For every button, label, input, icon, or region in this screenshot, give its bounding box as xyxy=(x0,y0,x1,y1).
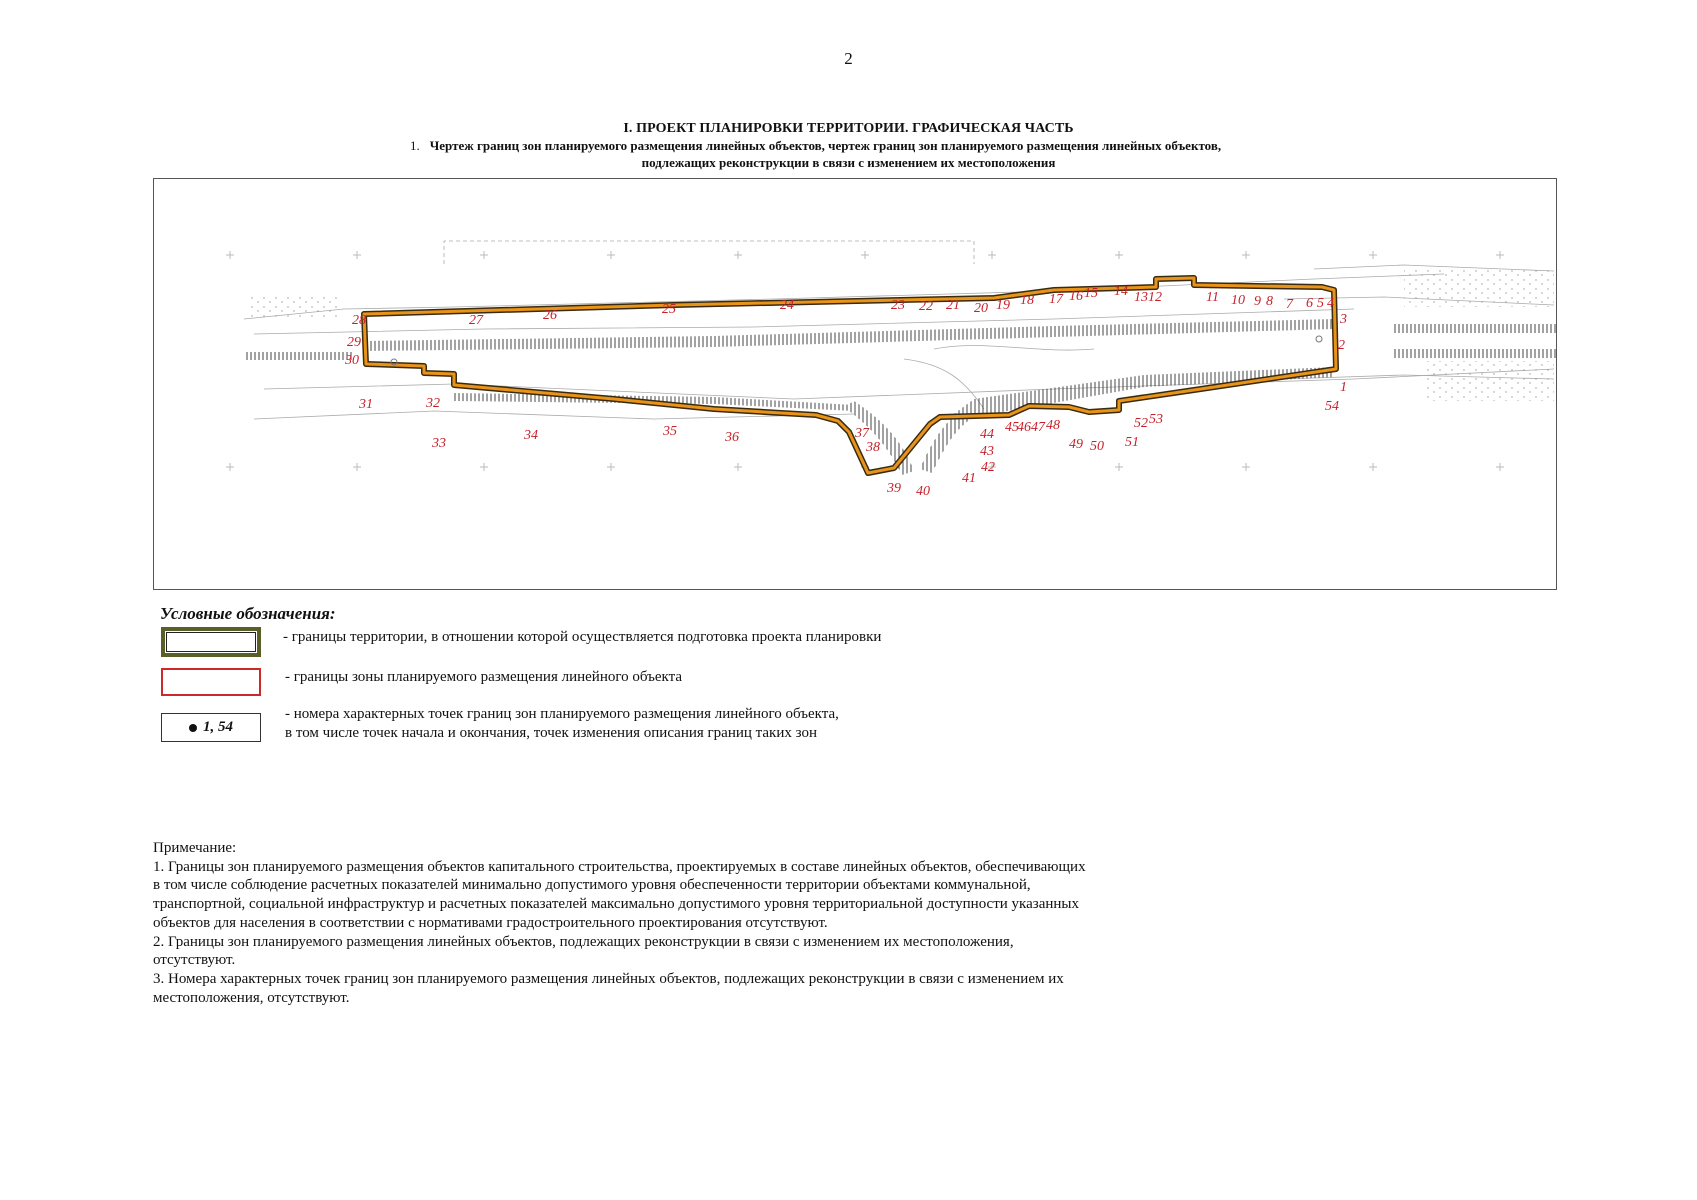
legend-swatch-zone xyxy=(161,668,261,696)
embankment-left-outer xyxy=(244,352,352,360)
legend-text-points-2: в том числе точек начала и окончания, точек изменения описания границ таких зон xyxy=(285,725,817,741)
grid-cross xyxy=(480,463,488,471)
point-label-23: 23 xyxy=(891,298,905,313)
page-title: I. ПРОЕКТ ПЛАНИРОВКИ ТЕРРИТОРИИ. ГРАФИЧЕСКАЯ ЧАСТЬ xyxy=(623,121,1074,136)
point-label-45: 45 xyxy=(1005,420,1019,435)
point-label-48: 48 xyxy=(1046,418,1060,433)
point-label-26: 26 xyxy=(543,308,557,323)
map-svg xyxy=(154,179,1558,591)
point-label-46: 46 xyxy=(1017,420,1031,435)
point-label-2: 2 xyxy=(1338,338,1345,353)
point-label-9: 9 xyxy=(1254,294,1261,309)
point-label-4: 4 xyxy=(1327,296,1334,311)
point-label-37: 37 xyxy=(855,426,869,441)
grid-cross xyxy=(1115,463,1123,471)
note-1: 1. Границы зон планируемого размещения объектов капитального строительства, проектируемых в составе линейных объектов, обеспечивающих в том числе соблюдение расчетных показателей минимально допустимого уровня обеспеченности территории объектами коммунальной, транспортной, социальной инфраструктур и расчетных показателей максимально допустимого уровня территориальной доступности указанных объектов для населения в соответствии с нормативами градостроительного проектирования отсутствуют. xyxy=(153,858,1086,931)
grid-cross xyxy=(1496,463,1504,471)
embankment-right-bottom xyxy=(1394,349,1558,358)
point-label-20: 20 xyxy=(974,301,988,316)
grid-cross xyxy=(1496,251,1504,259)
legend-swatch-territory xyxy=(161,627,261,657)
point-label-6: 6 xyxy=(1306,296,1313,311)
point-label-14: 14 xyxy=(1114,284,1128,299)
dotted-area-left xyxy=(249,294,339,319)
point-label-32: 32 xyxy=(426,396,440,411)
grid-cross xyxy=(1369,251,1377,259)
grid-cross xyxy=(1369,463,1377,471)
legend-text-zone: - границы зоны планируемого размещения линейного объекта xyxy=(285,669,683,685)
grid-cross xyxy=(861,251,869,259)
grid-cross xyxy=(607,463,615,471)
map-drawing xyxy=(153,178,1557,590)
point-label-44: 44 xyxy=(980,427,994,442)
point-label-15: 15 xyxy=(1084,286,1098,301)
grid-cross xyxy=(1242,463,1250,471)
point-label-54: 54 xyxy=(1325,399,1339,414)
point-label-7: 7 xyxy=(1286,297,1293,312)
legend-swatch-points xyxy=(161,713,261,742)
topo-background xyxy=(244,241,1554,419)
point-label-21: 21 xyxy=(946,298,960,313)
legend-title: Условные обозначения: xyxy=(160,604,336,623)
point-label-13: 13 xyxy=(1134,290,1148,305)
point-label-25: 25 xyxy=(662,302,676,317)
point-label-50: 50 xyxy=(1090,439,1104,454)
point-label-5: 5 xyxy=(1317,296,1324,311)
survey-marker-east xyxy=(1316,336,1322,342)
grid-cross xyxy=(734,251,742,259)
point-label-17: 17 xyxy=(1049,292,1063,307)
point-label-35: 35 xyxy=(663,424,677,439)
point-label-24: 24 xyxy=(780,298,794,313)
dotted-area-right-bottom xyxy=(1424,361,1554,401)
point-label-53: 53 xyxy=(1149,412,1163,427)
dotted-area-right-top xyxy=(1404,267,1554,307)
page-number: 2 xyxy=(844,49,853,68)
point-label-12: 12 xyxy=(1148,290,1162,305)
grid-cross xyxy=(1115,251,1123,259)
subtitle-line-1 xyxy=(410,138,1221,154)
point-label-22: 22 xyxy=(919,299,933,314)
note-2: 2. Границы зон планируемого размещения линейных объектов, подлежащих реконструкции в связи с изменением их местоположения, отсутствуют. xyxy=(153,933,1014,969)
point-label-30: 30 xyxy=(345,353,359,368)
point-label-47: 47 xyxy=(1031,420,1045,435)
legend-point-symbol: 1, 54 xyxy=(203,719,233,735)
grid-cross xyxy=(607,251,615,259)
point-label-16: 16 xyxy=(1069,289,1083,304)
point-label-43: 43 xyxy=(980,444,994,459)
point-label-40: 40 xyxy=(916,484,930,499)
point-label-1: 1 xyxy=(1340,380,1347,395)
point-label-10: 10 xyxy=(1231,293,1245,308)
point-label-31: 31 xyxy=(359,397,373,412)
point-label-52: 52 xyxy=(1134,416,1148,431)
grid-cross xyxy=(353,251,361,259)
point-label-49: 49 xyxy=(1069,437,1083,452)
point-label-41: 41 xyxy=(962,471,976,486)
point-label-34: 34 xyxy=(524,428,538,443)
point-label-19: 19 xyxy=(996,298,1010,313)
legend-text-points-1: - номера характерных точек границ зон планируемого размещения линейного объекта, xyxy=(285,706,839,722)
notes xyxy=(153,839,1093,1007)
point-label-28: 28 xyxy=(352,313,366,328)
point-label-36: 36 xyxy=(725,430,739,445)
point-label-11: 11 xyxy=(1206,290,1219,305)
point-dot-icon xyxy=(189,724,197,732)
embankment-south-east xyxy=(954,367,1334,417)
point-label-33: 33 xyxy=(432,436,446,451)
grid-cross xyxy=(353,463,361,471)
point-label-39: 39 xyxy=(887,481,901,496)
legend-text-territory: - границы территории, в отношении которой осуществляется подготовка проекта планировки xyxy=(283,629,882,645)
point-label-18: 18 xyxy=(1020,293,1034,308)
embankment-main xyxy=(364,319,1334,351)
subtitle-line-2: подлежащих реконструкции в связи с изменением их местоположения xyxy=(641,155,1056,170)
point-label-38: 38 xyxy=(866,440,880,455)
point-label-8: 8 xyxy=(1266,294,1273,309)
subtitle-text-1: Чертеж границ зон планируемого размещения линейных объектов, чертеж границ зон планируемого размещения линейных объектов, xyxy=(429,138,1222,153)
grid-cross xyxy=(988,251,996,259)
point-label-3: 3 xyxy=(1340,312,1347,327)
point-label-27: 27 xyxy=(469,313,483,328)
point-label-29: 29 xyxy=(347,335,361,350)
point-label-51: 51 xyxy=(1125,435,1139,450)
point-label-42: 42 xyxy=(981,460,995,475)
grid-cross xyxy=(734,463,742,471)
subtitle-number: 1. xyxy=(410,138,420,153)
notes-heading: Примечание: xyxy=(153,840,237,856)
grid-cross xyxy=(1242,251,1250,259)
note-3: 3. Номера характерных точек границ зон планируемого размещения линейных объектов, подлежащих реконструкции в связи с изменением их местоположения, отсутствуют. xyxy=(153,970,1064,1006)
grid-cross xyxy=(226,251,234,259)
grid-cross xyxy=(226,463,234,471)
embankment-right-top xyxy=(1394,324,1558,333)
grid-cross xyxy=(480,251,488,259)
